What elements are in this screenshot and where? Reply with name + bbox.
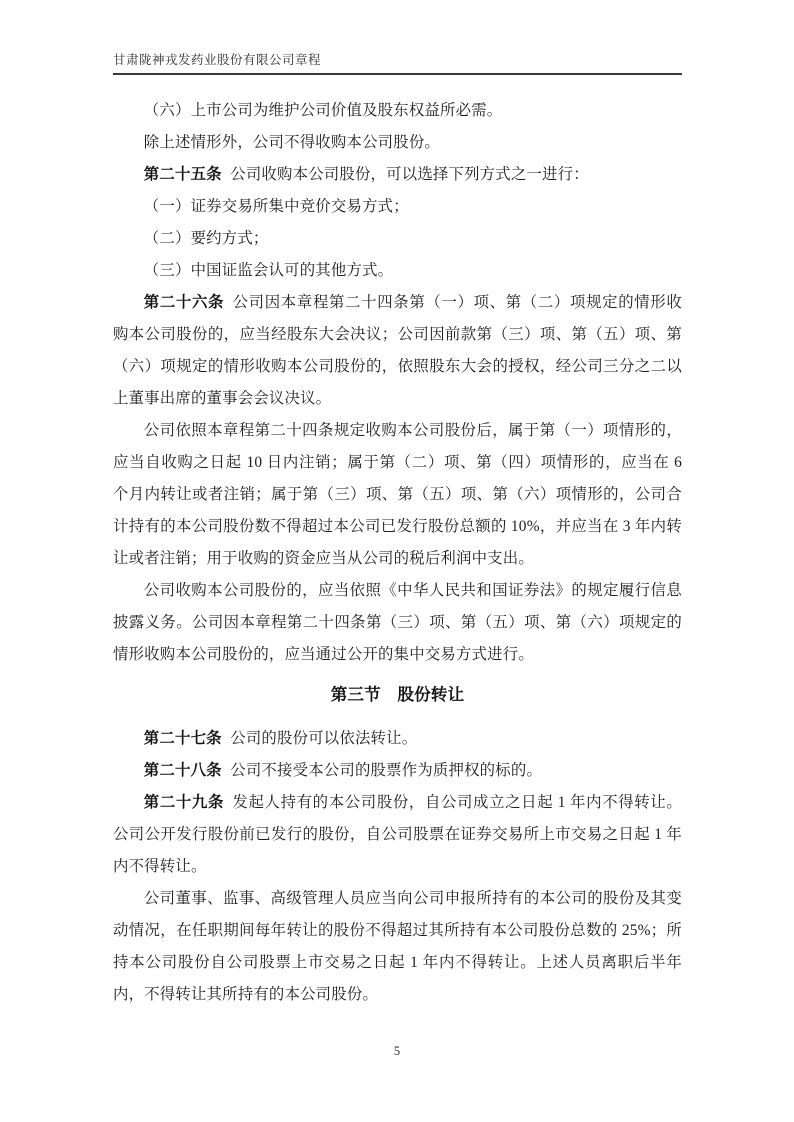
article-paragraph [113,755,682,787]
article-paragraph [113,723,682,755]
header-divider [113,73,682,75]
article-number: 第二十六条 [143,294,225,311]
article-paragraph [113,787,682,883]
list-item: （二）要约方式； [143,230,269,247]
document-title: 甘肃陇神戎发药业股份有限公司章程 [113,53,322,67]
article-number: 第二十八条 [143,762,222,779]
paragraph: 公司收购本公司股份的，应当依照《中华人民共和国证券法》的规定履行信息披露义务。公司因本章程第二十四条第（三）项、第（五）项、第（六）项规定的情形收购本公司股份的，应当通过公开的集中交易方式进行。 [113,582,682,663]
article-text: 公司不接受本公司的股票作为质押权的标的。 [230,762,543,779]
article-text: 公司因本章程第二十四条第（一）项、第（二）项规定的情形收购本公司股份的，应当经股东大会决议；公司因前款第（三）项、第（五）项、第（六）项规定的情形收购本公司股份的，依照股东大会的授权，经公司三分之二以上董事出席的董事会会议决议。 [113,294,682,407]
article-number: 第二十九条 [143,794,224,811]
paragraph: 公司依照本章程第二十四条规定收购本公司股份后，属于第（一）项情形的，应当自收购之日起 10 日内注销；属于第（二）项、第（四）项情形的，应当在 6 个月内转让或者注销；属于第（三）项、第（五）项、第（六）项情形的，公司合计持有的本公司股份数不得超过本公司已发行股份总额的 10%，并应当在 3 年内转让或者注销；用于收购的资金应当从公司的税后利润中支出。 [113,422,682,567]
paragraph: 除上述情形外，公司不得收购本公司股份。 [143,134,441,151]
page-footer [0,1042,794,1060]
article-paragraph [113,287,682,415]
section-heading: 第三节 股份转让 [330,685,465,704]
paragraph: （六）上市公司为维护公司价值及股东权益所必需。 [143,102,503,119]
article-number: 第二十五条 [143,166,222,183]
article-paragraph [113,159,682,191]
article-text: 发起人持有的本公司股份，自公司成立之日起 1 年内不得转让。公司公开发行股份前已发行的股份，自公司股票在证券交易所上市交易之日起 1 年内不得转让。 [113,794,682,875]
list-item: （三）中国证监会认可的其他方式。 [143,262,394,279]
article-text: 公司收购本公司股份，可以选择下列方式之一进行： [230,166,589,183]
page-header [113,50,682,75]
paragraph: 公司董事、监事、高级管理人员应当向公司申报所持有的本公司的股份及其变动情况，在任职期间每年转让的股份不得超过其所持有本公司股份总数的 25%；所持本公司股份自公司股票上市交易之日起 1 年内不得转让。上述人员离职后半年内，不得转让其所持有的本公司股份。 [113,890,682,1003]
page-number: 5 [393,1044,401,1058]
article-text: 公司的股份可以依法转让。 [230,730,418,747]
article-number: 第二十七条 [143,730,222,747]
document-body [113,95,682,1011]
list-item: （一）证券交易所集中竞价交易方式； [143,198,409,215]
